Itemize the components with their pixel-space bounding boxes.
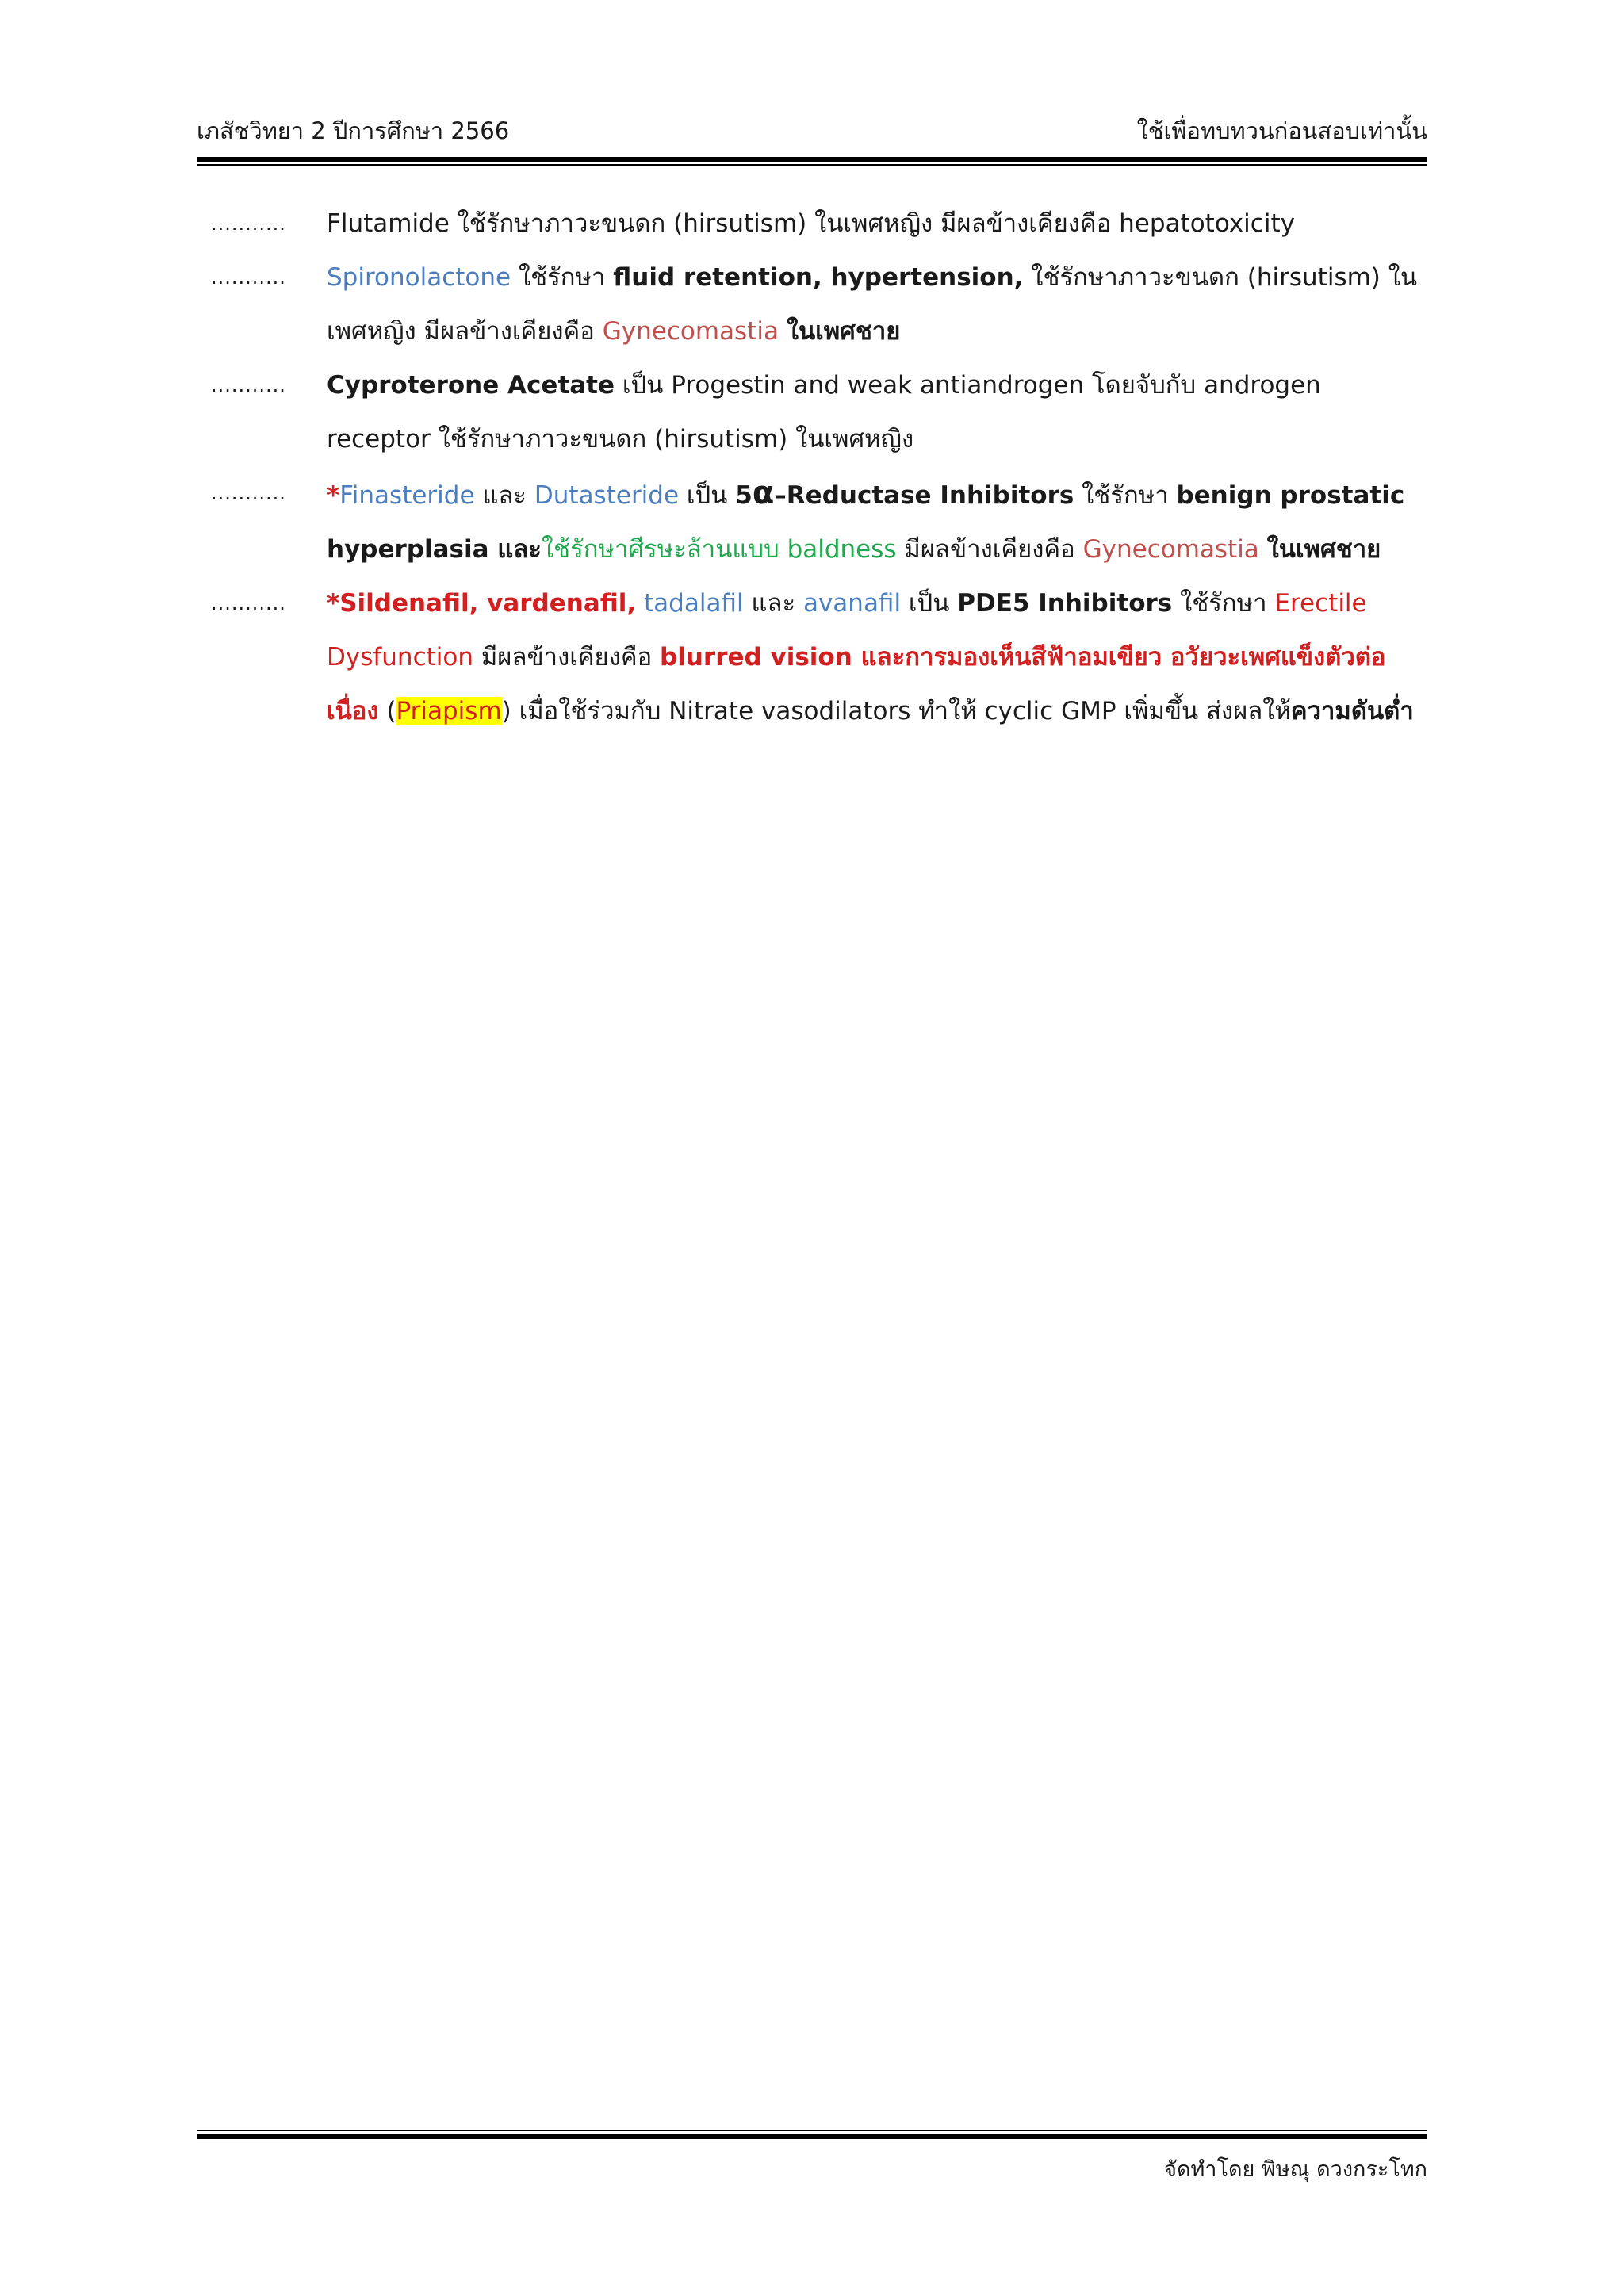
alpha-symbol: α: [752, 475, 775, 511]
answer-blank: ...........: [211, 212, 286, 235]
entry-text: ใช้รักษา: [1172, 589, 1275, 618]
footer-rule-thin: [197, 2130, 1427, 2131]
header-course-title: เภสัชวิทยา 2 ปีการศึกษา 2566: [197, 117, 510, 144]
entry-text: ใช้รักษา: [511, 263, 614, 292]
entry-text: มีผลข้างเคียงคือ: [473, 643, 661, 672]
header-note: ใช้เพื่อทบทวนก่อนสอบเท่านั้น: [1136, 117, 1427, 144]
answer-blank: ...........: [211, 374, 286, 396]
side-effect: Gynecomastia: [1082, 535, 1259, 564]
entry-text: เป็น: [901, 589, 958, 618]
entry-text: Flutamide ใช้รักษาภาวะขนดก (hirsutism) ในเพศหญิง มีผลข้างเคียงคือ hepatotoxicity: [327, 209, 1295, 238]
answer-blank: ...........: [211, 592, 286, 614]
side-effect-target: ในเพศชาย: [786, 317, 901, 346]
entry-text: เป็น: [679, 481, 736, 510]
page-header: [197, 111, 1427, 149]
footer-author: จัดทำโดย พิษณุ ดวงกระโทก: [1164, 2157, 1427, 2182]
entry-spironolactone: [197, 251, 1427, 358]
entry-text: [779, 317, 787, 346]
answer-blank: ...........: [211, 266, 286, 289]
star-marker: *: [327, 481, 340, 510]
drug-name: Spironolactone: [327, 263, 511, 292]
drug-name: avanafil: [802, 589, 902, 618]
entry-text: [636, 589, 644, 618]
entry-text: ใช้รักษาภาวะขนดก (hirsutism) ในเพศหญิง มีผลข้างเคียงคือ: [327, 263, 1418, 346]
entry-text: เป็น Progestin and weak antiandrogen โดยจับกับ androgen receptor ใช้รักษาภาวะขนดก (hirsutism) ในเพศหญิง: [327, 371, 1321, 453]
entry-text: และ: [474, 481, 534, 510]
drug-names-red: *Sildenafil, vardenafil,: [327, 589, 637, 618]
drug-name: tadalafil: [644, 589, 744, 618]
side-effect: blurred vision และการมองเห็นสีฟ้าอมเขียว อวัยวะเพศแข็งตัวต่อเนื่อง: [327, 643, 1386, 725]
drug-class: PDE5 Inhibitors: [957, 589, 1173, 618]
header-rule-thick: [197, 157, 1427, 162]
indication: benign prostatic hyperplasia และ: [327, 481, 1405, 564]
side-effect: Gynecomastia: [602, 317, 779, 346]
entry-text: (: [378, 697, 396, 725]
header-rule-thin: [197, 164, 1427, 166]
drug-name: Finasteride: [339, 481, 475, 510]
indication-baldness: ใช้รักษาศีรษะล้านแบบ baldness: [541, 535, 897, 564]
entry-text: [1259, 535, 1267, 564]
entry-sildenafil: [197, 576, 1427, 738]
footer-rule-thick: [197, 2134, 1427, 2139]
entry-flutamide: [197, 197, 1427, 251]
drug-name: Dutasteride: [534, 481, 680, 510]
drug-list: [197, 197, 1427, 738]
side-effect-target: ในเพศชาย: [1266, 535, 1381, 564]
indication: Erectile Dysfunction: [327, 589, 1367, 672]
priapism-highlight: Priapism: [396, 697, 502, 725]
drug-class: 5: [735, 481, 753, 510]
drug-class: –Reductase Inhibitors: [774, 481, 1074, 510]
entry-cyproterone: [197, 358, 1427, 466]
entry-text: และ: [743, 589, 803, 618]
answer-blank: ...........: [211, 482, 286, 504]
interaction-effect: ความดันต่ำ: [1290, 697, 1414, 725]
entry-text: ใช้รักษา: [1074, 481, 1177, 510]
entry-finasteride: [197, 466, 1427, 576]
drug-name: Cyproterone Acetate: [327, 371, 615, 400]
entry-text: ) เมื่อใช้ร่วมกับ Nitrate vasodilators ทำให้ cyclic GMP เพิ่มขึ้น ส่งผลให้: [501, 697, 1291, 725]
entry-text: มีผลข้างเคียงคือ: [896, 535, 1083, 564]
indication: fluid retention, hypertension,: [613, 263, 1024, 292]
